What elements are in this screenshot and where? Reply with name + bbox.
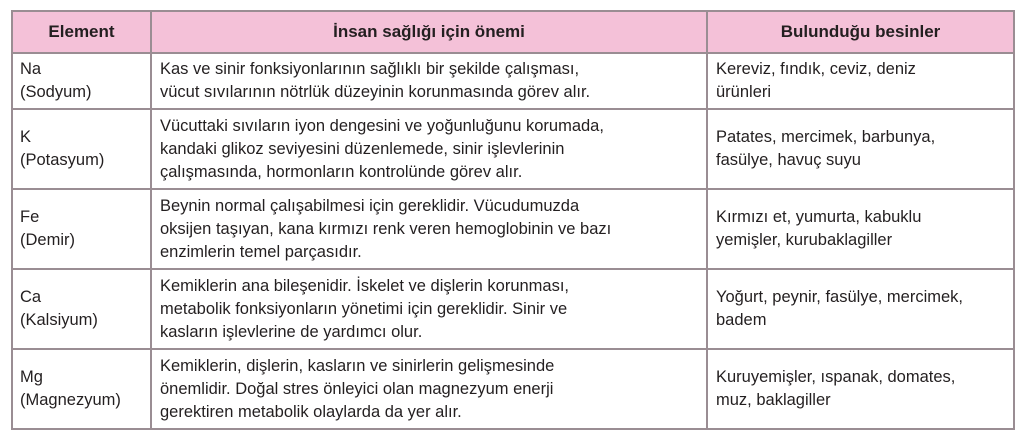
importance-line: kasların işlevlerine de yardımcı olur. — [160, 322, 423, 341]
table-row — [12, 189, 1014, 269]
foods-line: fasülye, havuç suyu — [716, 151, 861, 169]
table-row — [12, 109, 1014, 189]
header-row — [12, 11, 1014, 53]
table-row — [12, 269, 1014, 349]
importance-line: Vücuttaki sıvıların iyon dengesini ve yoğunluğunu korumada, — [160, 116, 604, 135]
importance-cell — [151, 109, 707, 189]
foods-line: Patates, mercimek, barbunya, — [716, 128, 936, 146]
header-foods: Bulunduğu besinler — [707, 11, 1014, 53]
element-cell — [12, 53, 151, 109]
element-symbol: Na — [20, 60, 42, 78]
importance-line: önemlidir. Doğal stres önleyici olan magnezyum enerji — [160, 379, 554, 398]
table-row — [12, 53, 1014, 109]
element-name: (Demir) — [20, 231, 75, 249]
element-name: (Magnezyum) — [20, 391, 121, 409]
element-name: (Kalsiyum) — [20, 311, 98, 329]
header-element: Element — [12, 11, 151, 53]
element-table — [11, 10, 1015, 430]
element-cell — [12, 349, 151, 429]
element-cell — [12, 269, 151, 349]
element-symbol: K — [20, 128, 32, 146]
importance-line: vücut sıvılarının nötrlük düzeyinin korunmasında görev alır. — [160, 83, 591, 101]
importance-cell — [151, 269, 707, 349]
importance-line: oksijen taşıyan, kana kırmızı renk veren hemoglobinin ve bazı — [160, 219, 612, 238]
importance-line: enzimlerin temel parçasıdır. — [160, 242, 362, 261]
foods-line: Kırmızı et, yumurta, kabuklu — [716, 208, 922, 226]
foods-cell — [707, 349, 1014, 429]
element-symbol: Ca — [20, 288, 42, 306]
importance-line: Kas ve sinir fonksiyonlarının sağlıklı bir şekilde çalışması, — [160, 60, 580, 78]
foods-line: Kuruyemişler, ıspanak, domates, — [716, 368, 956, 386]
importance-line: Kemiklerin, dişlerin, kasların ve sinirlerin gelişmesinde — [160, 356, 555, 375]
importance-line: Beynin normal çalışabilmesi için gereklidir. Vücudumuzda — [160, 196, 580, 215]
element-symbol: Mg — [20, 368, 43, 386]
element-cell — [12, 109, 151, 189]
element-cell — [12, 189, 151, 269]
importance-line: gerektiren metabolik olaylarda da yer alır. — [160, 402, 462, 421]
element-symbol: Fe — [20, 208, 40, 226]
foods-line: badem — [716, 311, 767, 329]
importance-line: metabolik fonksiyonların yönetimi için gereklidir. Sinir ve — [160, 299, 568, 318]
foods-cell — [707, 269, 1014, 349]
importance-cell — [151, 189, 707, 269]
importance-cell — [151, 53, 707, 109]
foods-cell — [707, 189, 1014, 269]
element-name: (Sodyum) — [20, 83, 92, 101]
importance-line: Kemiklerin ana bileşenidir. İskelet ve dişlerin korunması, — [160, 276, 570, 295]
foods-cell — [707, 109, 1014, 189]
foods-cell — [707, 53, 1014, 109]
element-name: (Potasyum) — [20, 151, 105, 169]
foods-line: ürünleri — [716, 83, 772, 101]
header-importance: İnsan sağlığı için önemi — [151, 11, 707, 53]
foods-line: yemişler, kurubaklagiller — [716, 231, 893, 249]
foods-line: Yoğurt, peynir, fasülye, mercimek, — [716, 288, 964, 306]
table-row — [12, 349, 1014, 429]
foods-line: muz, baklagiller — [716, 391, 831, 409]
importance-line: çalışmasında, hormonların kontrolünde görev alır. — [160, 162, 523, 181]
foods-line: Kereviz, fındık, ceviz, deniz — [716, 60, 916, 78]
importance-cell — [151, 349, 707, 429]
importance-line: kandaki glikoz seviyesini düzenlemede, sinir işlevlerinin — [160, 139, 565, 158]
element-table-container — [11, 10, 1013, 430]
